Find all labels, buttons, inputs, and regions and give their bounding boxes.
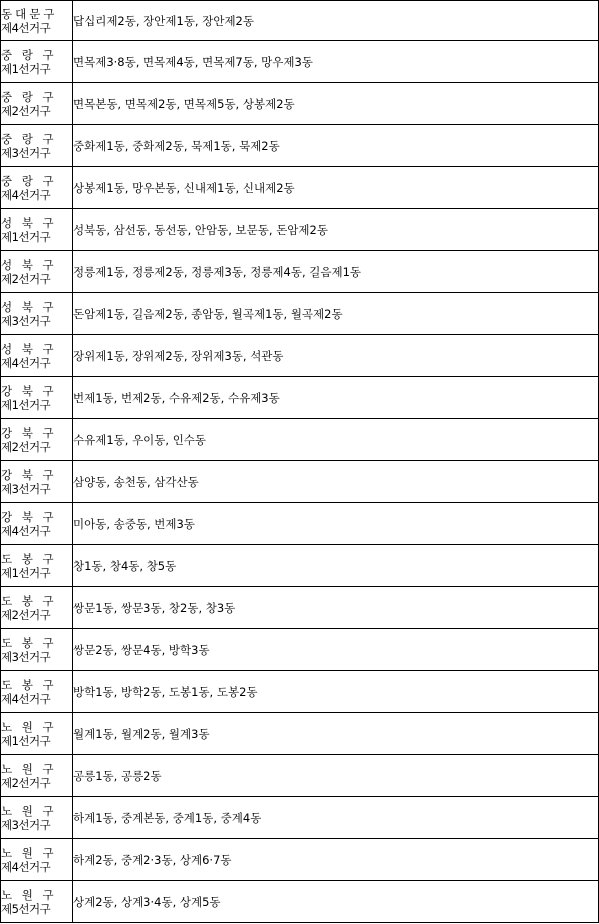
gu-name: 도 봉 구	[1, 677, 57, 692]
table-row	[1, 419, 599, 461]
dongs-cell: 하계1동, 중계본동, 중계1동, 중계4동	[73, 797, 599, 839]
district-name-cell	[1, 209, 73, 251]
table-row	[1, 209, 599, 251]
gu-name: 강 북 구	[1, 509, 57, 524]
dongs-cell: 정릉제1동, 정릉제2동, 정릉제3동, 정릉제4동, 길음제1동	[73, 251, 599, 293]
dongs-cell: 답십리제2동, 장안제1동, 장안제2동	[73, 1, 599, 41]
district-number: 제2선거구	[1, 775, 51, 790]
district-number: 제3선거구	[1, 817, 51, 832]
district-name-cell	[1, 587, 73, 629]
dongs-cell: 방학1동, 방학2동, 도봉1동, 도봉2동	[73, 671, 599, 713]
dongs-cell: 번제1동, 번제2동, 수유제2동, 수유제3동	[73, 377, 599, 419]
gu-name: 노 원 구	[1, 803, 57, 818]
district-name-cell	[1, 377, 73, 419]
table-row	[1, 293, 599, 335]
gu-name: 중 랑 구	[1, 89, 57, 104]
table-row	[1, 167, 599, 209]
district-name-cell	[1, 503, 73, 545]
dongs-cell: 하계2동, 중계2·3동, 상계6·7동	[73, 839, 599, 881]
district-name-cell	[1, 419, 73, 461]
district-number: 제2선거구	[1, 607, 51, 622]
district-number: 제2선거구	[1, 103, 51, 118]
table-row	[1, 335, 599, 377]
dongs-cell: 면목제3·8동, 면목제4동, 면목제7동, 망우제3동	[73, 41, 599, 83]
table-row	[1, 1, 599, 41]
dongs-cell: 상봉제1동, 망우본동, 신내제1동, 신내제2동	[73, 167, 599, 209]
gu-name: 중 랑 구	[1, 131, 57, 146]
dongs-cell: 면목본동, 면목제2동, 면목제5동, 상봉제2동	[73, 83, 599, 125]
district-name-cell	[1, 461, 73, 503]
district-number: 제4선거구	[1, 859, 51, 874]
dongs-cell: 공릉1동, 공릉2동	[73, 755, 599, 797]
district-name-cell	[1, 839, 73, 881]
table-row	[1, 881, 599, 923]
district-name-cell	[1, 41, 73, 83]
district-name-cell	[1, 293, 73, 335]
district-name-cell	[1, 125, 73, 167]
district-name-cell	[1, 755, 73, 797]
dongs-cell: 상계2동, 상계3·4동, 상계5동	[73, 881, 599, 923]
dongs-cell: 삼양동, 송천동, 삼각산동	[73, 461, 599, 503]
district-number: 제4선거구	[1, 355, 51, 370]
dongs-cell: 장위제1동, 장위제2동, 장위제3동, 석관동	[73, 335, 599, 377]
district-name-cell	[1, 251, 73, 293]
district-number: 제3선거구	[1, 649, 51, 664]
district-name-cell	[1, 167, 73, 209]
dongs-cell: 월계1동, 월계2동, 월계3동	[73, 713, 599, 755]
district-number: 제1선거구	[1, 61, 51, 76]
district-name-cell	[1, 713, 73, 755]
dongs-cell: 성북동, 삼선동, 동선동, 안암동, 보문동, 돈암제2동	[73, 209, 599, 251]
district-number: 제4선거구	[1, 187, 51, 202]
gu-name: 도 봉 구	[1, 551, 57, 566]
district-name-cell	[1, 1, 73, 41]
district-name-cell	[1, 335, 73, 377]
district-number: 제1선거구	[1, 565, 51, 580]
table-row	[1, 839, 599, 881]
table-row	[1, 629, 599, 671]
district-table-body	[1, 1, 599, 923]
dongs-cell: 창1동, 창4동, 창5동	[73, 545, 599, 587]
district-number: 제1선거구	[1, 397, 51, 412]
district-number: 제4선거구	[1, 20, 51, 35]
dongs-cell: 미아동, 송중동, 번제3동	[73, 503, 599, 545]
district-number: 제1선거구	[1, 229, 51, 244]
gu-name: 노 원 구	[1, 719, 57, 734]
table-row	[1, 461, 599, 503]
table-row	[1, 797, 599, 839]
gu-name: 성 북 구	[1, 257, 57, 272]
district-number: 제5선거구	[1, 901, 51, 916]
gu-name: 노 원 구	[1, 845, 57, 860]
gu-name: 강 북 구	[1, 425, 57, 440]
district-name-cell	[1, 545, 73, 587]
district-name-cell	[1, 629, 73, 671]
table-row	[1, 83, 599, 125]
gu-name: 성 북 구	[1, 341, 57, 356]
dongs-cell: 중화제1동, 중화제2동, 묵제1동, 묵제2동	[73, 125, 599, 167]
district-number: 제3선거구	[1, 313, 51, 328]
district-number: 제4선거구	[1, 691, 51, 706]
district-number: 제2선거구	[1, 439, 51, 454]
district-number: 제1선거구	[1, 733, 51, 748]
district-name-cell	[1, 83, 73, 125]
table-row	[1, 755, 599, 797]
table-row	[1, 671, 599, 713]
dongs-cell: 쌍문1동, 쌍문3동, 창2동, 창3동	[73, 587, 599, 629]
table-row	[1, 545, 599, 587]
gu-name: 중 랑 구	[1, 47, 57, 62]
gu-name: 도 봉 구	[1, 593, 57, 608]
table-row	[1, 587, 599, 629]
gu-name: 도 봉 구	[1, 635, 57, 650]
table-row	[1, 251, 599, 293]
district-name-cell	[1, 881, 73, 923]
gu-name: 노 원 구	[1, 887, 57, 902]
dongs-cell: 수유제1동, 우이동, 인수동	[73, 419, 599, 461]
gu-name: 성 북 구	[1, 215, 57, 230]
dongs-cell: 돈암제1동, 길음제2동, 종암동, 월곡제1동, 월곡제2동	[73, 293, 599, 335]
gu-name: 강 북 구	[1, 467, 57, 482]
table-row	[1, 377, 599, 419]
gu-name: 성 북 구	[1, 299, 57, 314]
table-row	[1, 503, 599, 545]
table-row	[1, 41, 599, 83]
district-number: 제2선거구	[1, 271, 51, 286]
gu-name: 강 북 구	[1, 383, 57, 398]
gu-name: 노 원 구	[1, 761, 57, 776]
district-number: 제3선거구	[1, 481, 51, 496]
table-row	[1, 125, 599, 167]
table-row	[1, 713, 599, 755]
district-name-cell	[1, 797, 73, 839]
district-number: 제3선거구	[1, 145, 51, 160]
dongs-cell: 쌍문2동, 쌍문4동, 방학3동	[73, 629, 599, 671]
gu-name: 중 랑 구	[1, 173, 57, 188]
gu-name: 동대문구	[1, 6, 58, 21]
district-number: 제4선거구	[1, 523, 51, 538]
district-name-cell	[1, 671, 73, 713]
